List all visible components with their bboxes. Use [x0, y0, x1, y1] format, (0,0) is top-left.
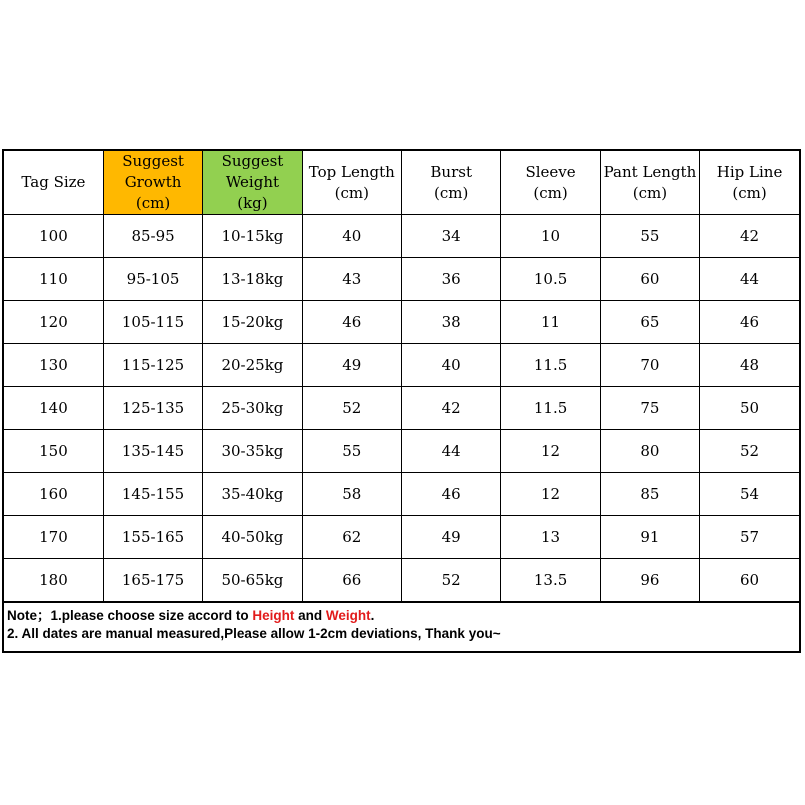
- header-line: Weight: [225, 173, 280, 191]
- table-cell: 66: [302, 559, 401, 602]
- note-end: .: [370, 608, 375, 623]
- table-cell: 55: [302, 430, 401, 473]
- table-row: [4, 516, 799, 559]
- header-line: (cm): [334, 183, 369, 202]
- header-suggest-weight: [203, 151, 302, 215]
- table-cell: 52: [402, 559, 501, 602]
- note-and: and: [294, 608, 326, 623]
- table-cell: 46: [700, 301, 799, 344]
- table-cell: 11: [501, 301, 600, 344]
- table-cell: 180: [4, 559, 103, 602]
- table-cell: 49: [302, 344, 401, 387]
- header-line: Burst: [430, 162, 472, 181]
- table-cell: 52: [700, 430, 799, 473]
- table-cell: 125-135: [103, 387, 202, 430]
- note-line-1: [7, 607, 796, 625]
- table-cell: 11.5: [501, 387, 600, 430]
- header-pant-length: [600, 151, 699, 215]
- table-cell: 120: [4, 301, 103, 344]
- table-row: [4, 473, 799, 516]
- table-cell: 13: [501, 516, 600, 559]
- header-line: Suggest: [122, 152, 184, 170]
- table-cell: 155-165: [103, 516, 202, 559]
- note-weight: Weight: [325, 608, 371, 623]
- table-cell: 55: [600, 215, 699, 258]
- table-cell: 115-125: [103, 344, 202, 387]
- table-cell: 145-155: [103, 473, 202, 516]
- note-line-2: 2. All dates are manual measured,Please allow 1-2cm deviations, Thank you~: [7, 626, 501, 641]
- table-cell: 140: [4, 387, 103, 430]
- table-cell: 25-30kg: [203, 387, 302, 430]
- header-burst: [402, 151, 501, 215]
- size-table-body: [4, 215, 799, 602]
- table-cell: 80: [600, 430, 699, 473]
- header-row: [4, 151, 799, 215]
- header-line: (cm): [434, 183, 469, 202]
- table-cell: 57: [700, 516, 799, 559]
- table-cell: 12: [501, 473, 600, 516]
- table-cell: 42: [402, 387, 501, 430]
- table-cell: 42: [700, 215, 799, 258]
- table-cell: 10-15kg: [203, 215, 302, 258]
- table-cell: 13-18kg: [203, 258, 302, 301]
- header-suggest-growth: [103, 151, 202, 215]
- header-tag-size: [4, 151, 103, 215]
- header-top-length: [302, 151, 401, 215]
- table-cell: 40: [302, 215, 401, 258]
- table-cell: 46: [402, 473, 501, 516]
- table-cell: 96: [600, 559, 699, 602]
- table-cell: 40: [402, 344, 501, 387]
- size-table: [4, 151, 799, 602]
- header-line: Hip Line: [716, 162, 783, 181]
- header-line: (cm): [632, 183, 668, 202]
- table-cell: 100: [4, 215, 103, 258]
- table-cell: 85: [600, 473, 699, 516]
- header-line: Suggest: [221, 152, 284, 170]
- table-row: [4, 559, 799, 602]
- table-row: [4, 215, 799, 258]
- header-line: Tag Size: [21, 173, 86, 191]
- table-cell: 62: [302, 516, 401, 559]
- table-cell: 35-40kg: [203, 473, 302, 516]
- table-cell: 30-35kg: [203, 430, 302, 473]
- header-line: Growth: [124, 173, 182, 191]
- table-cell: 34: [402, 215, 501, 258]
- table-cell: 91: [600, 516, 699, 559]
- table-row: [4, 387, 799, 430]
- table-cell: 65: [600, 301, 699, 344]
- table-cell: 46: [302, 301, 401, 344]
- header-line: (cm): [732, 183, 767, 202]
- header-line: Top Length: [308, 162, 395, 181]
- table-cell: 85-95: [103, 215, 202, 258]
- header-line: (cm): [135, 194, 171, 212]
- header-line: (cm): [533, 183, 568, 202]
- table-cell: 44: [700, 258, 799, 301]
- table-cell: 49: [402, 516, 501, 559]
- size-chart: [2, 149, 801, 653]
- table-cell: 60: [700, 559, 799, 602]
- header-line: Pant Length: [603, 162, 697, 181]
- table-cell: 54: [700, 473, 799, 516]
- header-sleeve: [501, 151, 600, 215]
- table-cell: 36: [402, 258, 501, 301]
- table-cell: 75: [600, 387, 699, 430]
- table-cell: 13.5: [501, 559, 600, 602]
- header-line: (kg): [237, 194, 268, 212]
- table-cell: 38: [402, 301, 501, 344]
- table-cell: 110: [4, 258, 103, 301]
- table-cell: 15-20kg: [203, 301, 302, 344]
- table-cell: 52: [302, 387, 401, 430]
- note-prefix: Note；1.please choose size accord to: [7, 608, 253, 623]
- table-cell: 10.5: [501, 258, 600, 301]
- table-cell: 20-25kg: [203, 344, 302, 387]
- table-row: [4, 430, 799, 473]
- note: [4, 602, 799, 651]
- table-cell: 43: [302, 258, 401, 301]
- table-cell: 170: [4, 516, 103, 559]
- table-cell: 12: [501, 430, 600, 473]
- table-cell: 130: [4, 344, 103, 387]
- table-cell: 105-115: [103, 301, 202, 344]
- table-cell: 40-50kg: [203, 516, 302, 559]
- table-row: [4, 258, 799, 301]
- table-cell: 58: [302, 473, 401, 516]
- header-line: Sleeve: [525, 162, 576, 181]
- table-cell: 95-105: [103, 258, 202, 301]
- table-cell: 70: [600, 344, 699, 387]
- table-cell: 160: [4, 473, 103, 516]
- table-cell: 50-65kg: [203, 559, 302, 602]
- table-cell: 11.5: [501, 344, 600, 387]
- table-cell: 60: [600, 258, 699, 301]
- table-cell: 150: [4, 430, 103, 473]
- table-row: [4, 301, 799, 344]
- table-cell: 48: [700, 344, 799, 387]
- table-cell: 165-175: [103, 559, 202, 602]
- header-hip-line: [700, 151, 799, 215]
- table-cell: 10: [501, 215, 600, 258]
- table-row: [4, 344, 799, 387]
- table-cell: 50: [700, 387, 799, 430]
- table-cell: 135-145: [103, 430, 202, 473]
- note-height: Height: [252, 608, 295, 623]
- table-cell: 44: [402, 430, 501, 473]
